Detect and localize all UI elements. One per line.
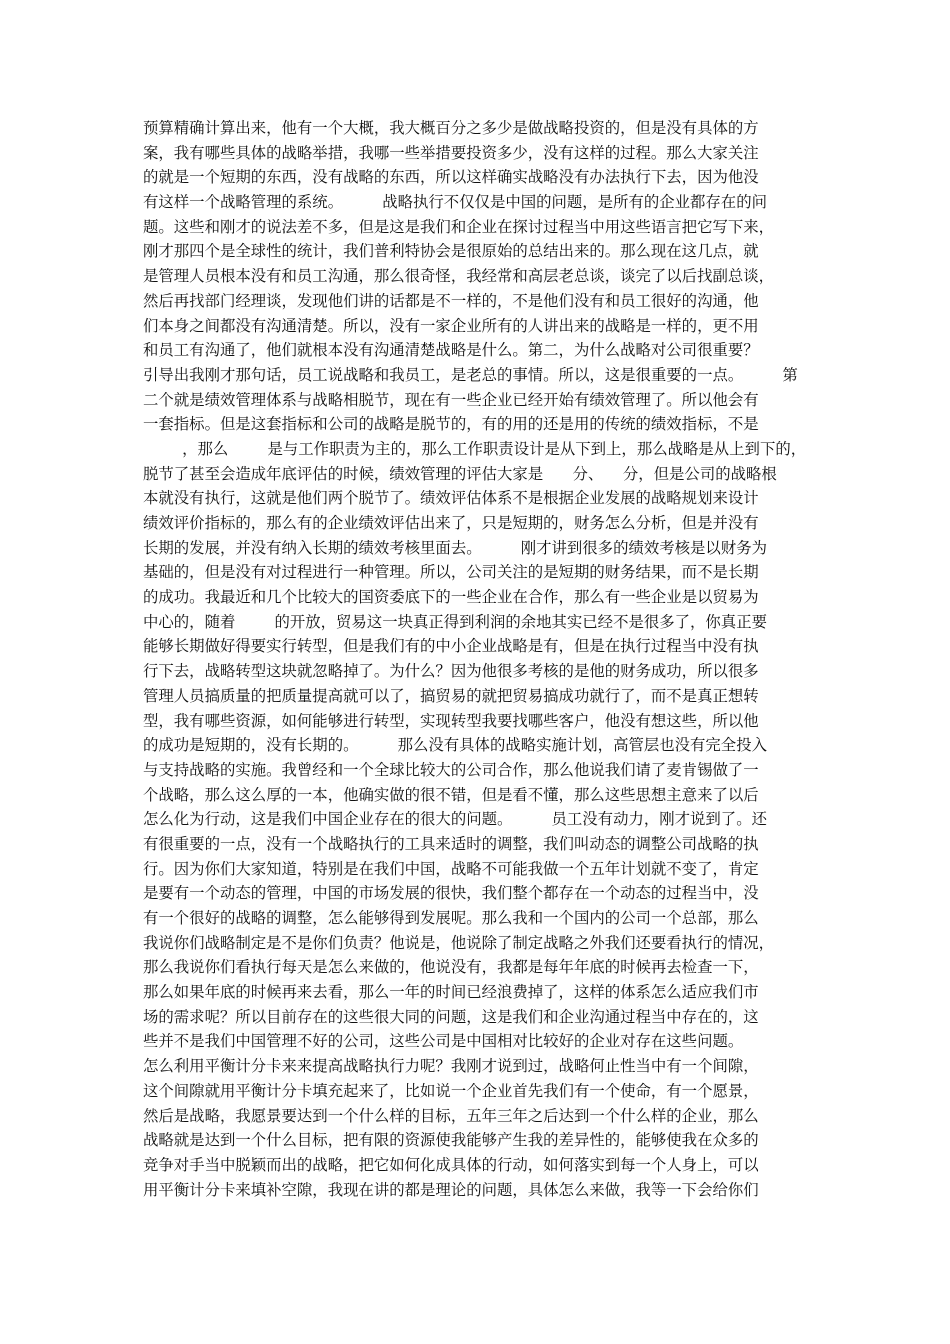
text-line: 管理人员搞质量的把质量提高就可以了，搞贸易的就把贸易搞成功就行了，而不是真正想转 xyxy=(143,686,759,705)
text-line: 和员工有沟通了，他们就根本没有沟通清楚战略是什么。第二，为什么战略对公司很重要？ xyxy=(143,341,759,360)
text-line: 战略就是达到一个什么目标，把有限的资源使我能够产生我的差异性的，能够使我在众多的 xyxy=(143,1131,759,1150)
text-line: 有这样一个战略管理的系统。 战略执行不仅仅是中国的问题，是所有的企业都存在的问 xyxy=(143,193,767,212)
text-line: 绩效评价指标的，那么有的企业绩效评估出来了，只是短期的，财务怎么分析，但是并没有 xyxy=(143,514,759,532)
text-line: 案，我有哪些具体的战略举措，我哪一些举措要投资多少，没有这样的过程。那么大家关注 xyxy=(143,143,759,162)
text-line: 行。因为你们大家知道，特别是在我们中国，战略不可能我做一个五年计划就不变了，肯定 xyxy=(143,859,759,878)
text-line: 本就没有执行，这就是他们两个脱节了。绩效评估体系不是根据企业发展的战略规划来设计 xyxy=(143,489,759,508)
text-line: 一套指标。但是这套指标和公司的战略是脱节的，有的用的还是用的传统的绩效指标，不是 xyxy=(143,415,759,434)
text-line: 那么我说你们看执行每天是怎么来做的，他说没有，我都是每年年底的时候再去检查一下， xyxy=(143,958,759,977)
text-line: 怎么化为行动，这是我们中国企业存在的很大的问题。 员工没有动力，刚才说到了。还 xyxy=(143,810,767,829)
text-line: 是要有一个动态的管理，中国的市场发展的很快，我们整个都存在一个动态的过程当中，没 xyxy=(143,884,759,903)
text-line: 们本身之间都没有沟通清楚。所以，没有一家企业所有的人讲出来的战略是一样的，更不用 xyxy=(143,316,759,335)
text-line: 的就是一个短期的东西，没有战略的东西，所以这样确实战略没有办法执行下去，因为他没 xyxy=(143,168,759,187)
text-line: 长期的发展，并没有纳入长期的绩效考核里面去。 刚才讲到很多的绩效考核是以财务为 xyxy=(143,538,767,557)
text-line: 个战略，那么这么厚的一本，他确实做的很不错，但是看不懂，那么这些思想主意来了以后 xyxy=(143,785,759,804)
text-line: 题。这些和刚才的说法差不多，但是这是我们和企业在探讨过程当中用这些语言把它写下来， xyxy=(143,217,775,236)
text-line: 能够长期做好得要实行转型，但是我们有的中小企业战略是有，但是在执行过程当中没有执 xyxy=(143,637,759,656)
text-line: 预算精确计算出来，他有一个大概，我大概百分之多少是做战略投资的，但是没有具体的方 xyxy=(143,119,759,137)
text-line: 场的需求呢？所以目前存在的这些很大同的问题，这是我们和企业沟通过程当中存在的，这 xyxy=(143,1007,759,1026)
text-line: 这个间隙就用平衡计分卡填充起来了，比如说一个企业首先我们有一个使命，有一个愿景， xyxy=(143,1081,759,1100)
text-line: ，那么 是与工作职责为主的，那么工作职责设计是从下到上，那么战略是从上到下的， xyxy=(143,439,807,458)
text-line: 有很重要的一点，没有一个战略执行的工具来适时的调整，我们叫动态的调整公司战略的执 xyxy=(143,834,759,853)
text-line: 脱节了甚至会造成年底评估的时候，绩效管理的评估大家是 分、 分，但是公司的战略根 xyxy=(143,464,777,483)
text-line: 中心的，随着 的开放，贸易这一块真正得到利润的余地其实已经不是很多了，你真正要 xyxy=(143,612,767,631)
text-line: 用平衡计分卡来填补空隙，我现在讲的都是理论的问题，具体怎么来做，我等一下会给你们 xyxy=(143,1180,759,1199)
text-line: 有一个很好的战略的调整，怎么能够得到发展呢。那么我和一个国内的公司一个总部，那么 xyxy=(143,909,759,927)
text-line: 然后是战略，我愿景要达到一个什么样的目标，五年三年之后达到一个什么样的企业，那么 xyxy=(143,1106,759,1125)
text-line: 些并不是我们中国管理不好的公司，这些公司是中国相对比较好的企业对存在这些问题。 xyxy=(143,1032,744,1051)
body-text xyxy=(143,116,823,1202)
text-line: 型，我有哪些资源，如何能够进行转型，实现转型我要找哪些客户，他没有想这些，所以他 xyxy=(143,711,759,730)
text-line: 怎么利用平衡计分卡来来提高战略执行力呢？我刚才说到过，战略何止性当中有一个间隙， xyxy=(143,1057,759,1076)
text-line: 竞争对手当中脱颖而出的战略，把它如何化成具体的行动，如何落实到每一个人身上，可以 xyxy=(143,1155,759,1174)
text-line: 二个就是绩效管理体系与战略相脱节，现在有一些企业已经开始有绩效管理了。所以他会有 xyxy=(143,390,759,409)
text-line: 引导出我刚才那句话，员工说战略和我员工，是老总的事情。所以，这是很重要的一点。 第 xyxy=(143,365,798,384)
text-line: 基础的，但是没有对过程进行一种管理。所以，公司关注的是短期的财务结果，而不是长期 xyxy=(143,563,759,582)
text-line: 与支持战略的实施。我曾经和一个全球比较大的公司合作，那么他说我们请了麦肯锡做了一 xyxy=(143,760,759,779)
text-line: 的成功。我最近和几个比较大的国资委底下的一些企业在合作，那么有一些企业是以贸易为 xyxy=(143,588,759,607)
text-line: 行下去，战略转型这块就忽略掉了。为什么？因为他很多考核的是他的财务成功，所以很多 xyxy=(143,662,759,681)
text-line: 我说你们战略制定是不是你们负责？他说是，他说除了制定战略之外我们还要看执行的情况， xyxy=(143,933,775,952)
text-line: 的成功是短期的，没有长期的。 那么没有具体的战略实施计划，高管层也没有完全投入 xyxy=(143,736,767,755)
text-line: 刚才那四个是全球性的统计，我们普利特协会是很原始的总结出来的。那么现在这几点，就 xyxy=(143,242,759,261)
text-line: 是管理人员根本没有和员工沟通，那么很奇怪，我经常和高层老总谈，谈完了以后找副总谈， xyxy=(143,267,775,286)
text-line: 那么如果年底的时候再来去看，那么一年的时间已经浪费掉了，这样的体系怎么适应我们市 xyxy=(143,983,759,1002)
text-line: 然后再找部门经理谈，发现他们讲的话都是不一样的，不是他们没有和员工很好的沟通，他 xyxy=(143,291,759,310)
